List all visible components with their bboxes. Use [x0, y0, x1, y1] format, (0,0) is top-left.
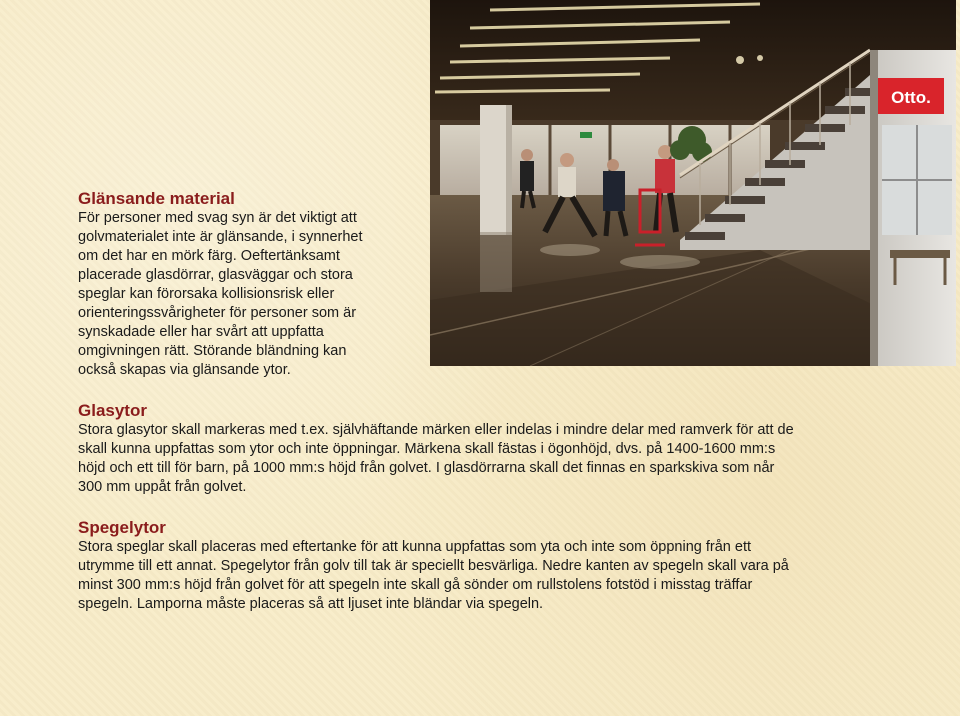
store-sign-text: Otto. [891, 88, 931, 107]
section-spegelytor [78, 518, 878, 614]
text-line: höjd och ett till för barn, på 1000 mm:s höjd från golvet. I glasdörrarna skall det finnas en sparkskiva som når [78, 460, 775, 476]
section-glasytor [78, 401, 878, 497]
section-heading: Spegelytor [78, 518, 166, 537]
text-line: skall kunna uppfattas som ytor och inte öppningar. Märkena skall fästas i ögonhöjd, dvs. på 1400-1600 mm:s [78, 441, 776, 457]
text-line: speglar kan förorsaka kollisionsrisk eller [78, 286, 335, 302]
text-line: Stora speglar skall placeras med eftertanke för att kunna uppfattas som yta och inte som öppning från ett [78, 539, 752, 555]
text-line: minst 300 mm:s höjd från golvet för att spegeln inte skall gå sönder om rullstolens fotstöd i misstag träffar [78, 577, 753, 593]
text-line: om det har en mörk färg. Oeftertänksamt [78, 248, 340, 264]
section-text [78, 538, 878, 614]
text-line: omgivningen rätt. Störande bländning kan [78, 343, 347, 359]
text-line: 300 mm uppåt från golvet. [78, 479, 247, 495]
lobby-photo [430, 0, 956, 366]
text-line: Stora glasytor skall markeras med t.ex. självhäftande märken eller indelas i mindre delar med ramverk för att de [78, 422, 794, 438]
section-glansande-material [78, 189, 413, 380]
section-text [78, 421, 878, 497]
text-line: orienteringssvårigheter för personer som är [78, 305, 357, 321]
section-heading: Glasytor [78, 401, 147, 420]
text-line: utrymme till ett annat. Spegelytor från golv till tak är speciellt besvärliga. Nedre kanten av spegeln skall vara på [78, 558, 789, 574]
section-heading: Glänsande material [78, 189, 235, 208]
section-text [78, 209, 413, 380]
text-line: också skapas via glänsande ytor. [78, 362, 291, 378]
text-line: spegeln. Lamporna måste placeras så att ljuset inte bländar via spegeln. [78, 596, 544, 612]
text-line: För personer med svag syn är det viktigt att [78, 210, 357, 226]
text-line: golvmaterialet inte är glänsande, i synnerhet [78, 229, 363, 245]
text-line: placerade glasdörrar, glasväggar och stora [78, 267, 353, 283]
text-line: synskadade eller har svårt att uppfatta [78, 324, 324, 340]
